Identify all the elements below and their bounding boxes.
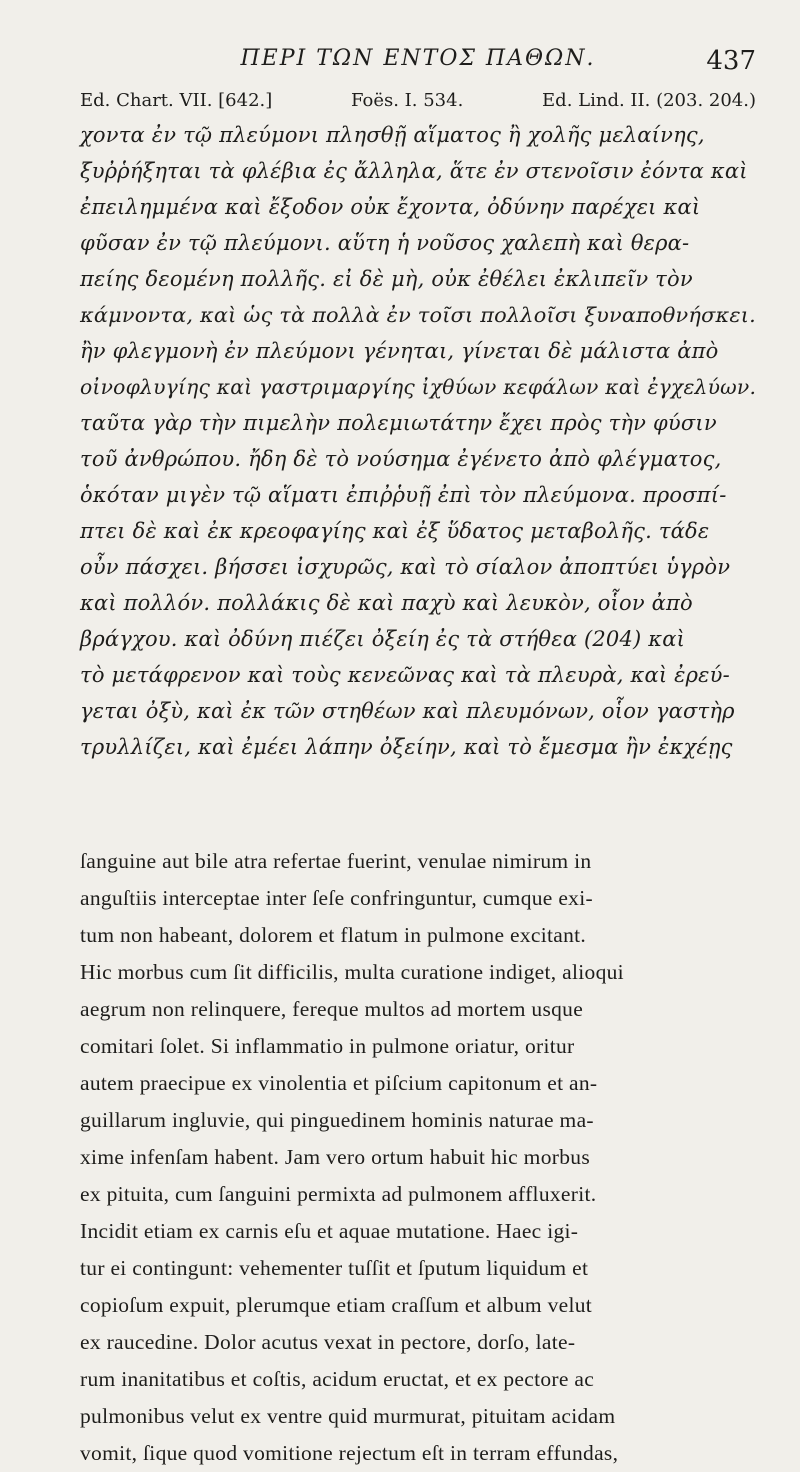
greek-text-line: φῦσαν ἐν τῷ πλεύμονι. αὕτη ἡ νοῦσος χαλεπὴ καὶ θερα- <box>80 231 690 255</box>
edition-chart-reference: Ed. Chart. VII. [642.] <box>80 90 273 111</box>
greek-text-line: οὖν πάσχει. βήσσει ἰσχυρῶς, καὶ τὸ σίαλον ἀποπτύει ὑγρὸν <box>80 555 731 579</box>
greek-text-line: πτει δὲ καὶ ἐκ κρεοφαγίης καὶ ἐξ ὕδατος μεταβολῆς. τάδε <box>80 519 710 543</box>
edition-reference-line <box>80 90 756 111</box>
edition-foes-reference: Foës. I. 534. <box>351 90 464 111</box>
greek-text-line: οἰνοφλυγίης καὶ γαστριμαργίης ἰχθύων κεφάλων καὶ ἐγχελύων. <box>80 375 757 399</box>
running-title: ΠΕΡΙ ΤΩΝ ΕΝΤΟΣ ΠΑΘΩΝ. <box>240 46 596 71</box>
latin-text-line: anguſtiis interceptae inter ſeſe confringuntur, cumque exi- <box>80 886 593 910</box>
greek-text-line: κάμνοντα, καὶ ὡς τὰ πολλὰ ἐν τοῖσι πολλοῖσι ξυναποθνήσκει. <box>80 303 756 327</box>
greek-text-line: ἐπειλημμένα καὶ ἔξοδον οὐκ ἔχοντα, ὀδύνην παρέχει καὶ <box>80 195 701 219</box>
latin-text-line: aegrum non relinquere, fereque multos ad mortem usque <box>80 997 584 1021</box>
greek-text-line: ταῦτα γὰρ τὴν πιμελὴν πολεμιωτάτην ἔχει πρὸς τὴν φύσιν <box>80 411 717 435</box>
greek-text-line: ὁκόταν μιγὲν τῷ αἵματι ἐπιῤῥυῇ ἐπὶ τὸν πλεύμονα. προσπί- <box>80 483 727 507</box>
greek-text-line: καὶ πολλόν. πολλάκις δὲ καὶ παχὺ καὶ λευκὸν, οἷον ἀπὸ <box>80 591 693 615</box>
latin-text-line: tur ei contingunt: vehementer tuſſit et ſputum liquidum et <box>80 1256 589 1280</box>
latin-text-line: copioſum expuit, plerumque etiam craſſum et album velut <box>80 1293 593 1317</box>
greek-text-line: γεται ὀξὺ, καὶ ἐκ τῶν στηθέων καὶ πλευμόνων, οἷον γαστὴρ <box>80 699 735 723</box>
greek-text-line: πείης δεομένη πολλῆς. εἰ δὲ μὴ, οὐκ ἐθέλει ἐκλιπεῖν τὸν <box>80 267 693 291</box>
latin-text-line: guillarum ingluvie, qui pinguedinem hominis naturae ma- <box>80 1108 594 1132</box>
page-number: 437 <box>706 46 756 76</box>
greek-text-line: τρυλλίζει, καὶ ἐμέει λάπην ὀξείην, καὶ τὸ ἔμεσμα ἢν ἐκχέῃς <box>80 735 733 759</box>
latin-text-line: autem praecipue ex vinolentia et piſcium capitonum et an- <box>80 1071 598 1095</box>
latin-text-line: xime infenſam habent. Jam vero ortum habuit hic morbus <box>80 1145 590 1169</box>
latin-text-line: vomit, ſique quod vomitione rejectum eſt in terram effundas, <box>80 1441 619 1465</box>
greek-text-line: τὸ μετάφρενον καὶ τοὺς κενεῶνας καὶ τὰ πλευρὰ, καὶ ἐρεύ- <box>80 663 730 687</box>
latin-text-line: pulmonibus velut ex ventre quid murmurat, pituitam acidam <box>80 1404 616 1428</box>
greek-text-line: τοῦ ἀνθρώπου. ἤδη δὲ τὸ νούσημα ἐγένετο ἀπὸ φλέγματος, <box>80 447 722 471</box>
greek-text-block <box>80 117 756 765</box>
latin-text-line: ſanguine aut bile atra refertae fuerint, venulae nimirum in <box>80 849 592 873</box>
latin-text-line: rum inanitatibus et coſtis, acidum eructat, et ex pectore ac <box>80 1367 595 1391</box>
greek-text-line: χοντα ἐν τῷ πλεύμονι πλησθῇ αἵματος ἢ χολῆς μελαίνης, <box>80 123 705 147</box>
greek-text-line: βράγχου. καὶ ὀδύνη πιέζει ὀξείη ἐς τὰ στήθεα (204) καὶ <box>80 627 686 651</box>
latin-text-line: comitari ſolet. Si inflammatio in pulmone oriatur, oritur <box>80 1034 575 1058</box>
greek-text-line: ἢν φλεγμονὴ ἐν πλεύμονι γένηται, γίνεται δὲ μάλιστα ἀπὸ <box>80 339 719 363</box>
latin-text-line: ex raucedine. Dolor acutus vexat in pectore, dorſo, late- <box>80 1330 576 1354</box>
latin-text-line: Incidit etiam ex carnis eſu et aquae mutatione. Haec igi- <box>80 1219 579 1243</box>
running-head <box>80 46 756 86</box>
latin-text-line: Hic morbus cum ſit difficilis, multa curatione indiget, alioqui <box>80 960 624 984</box>
latin-text-line: ex pituita, cum ſanguini permixta ad pulmonem affluxerit. <box>80 1182 597 1206</box>
edition-lind-reference: Ed. Lind. II. (203. 204.) <box>542 90 756 111</box>
greek-text-line: ξυῤῥήξηται τὰ φλέβια ἐς ἄλληλα, ἅτε ἐν στενοῖσιν ἐόντα καὶ <box>80 159 748 183</box>
latin-text-line: tum non habeant, dolorem et flatum in pulmone excitant. <box>80 923 587 947</box>
latin-translation-block <box>80 843 756 1472</box>
